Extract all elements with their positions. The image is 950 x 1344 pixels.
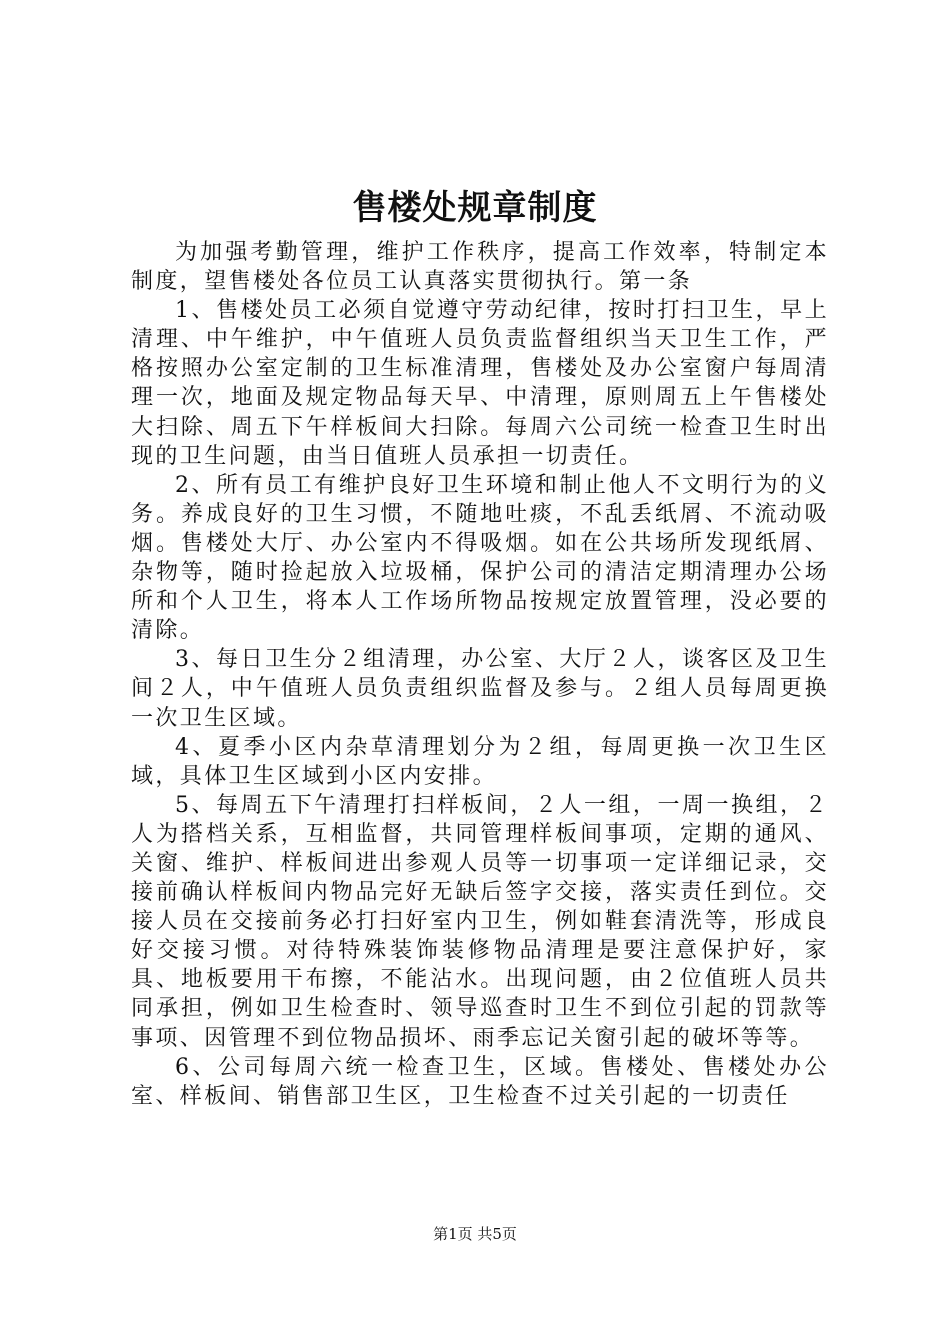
document-body: [131, 238, 829, 1111]
rule-paragraph-1: 1、售楼处员工必须自觉遵守劳动纪律，按时打扫卫生，早上清理、中午维护，中午值班人员负责监督组织当天卫生工作，严格按照办公室定制的卫生标准清理，售楼处及办公室窗户每周清理一次，地面及规定物品每天早、中清理，原则周五上午售楼处大扫除、周五下午样板间大扫除。每周六公司统一检查卫生时出现的卫生问题，由当日值班人员承担一切责任。: [131, 298, 829, 469]
intro-paragraph: 为加强考勤管理，维护工作秩序，提高工作效率，特制定本制度，望售楼处各位员工认真落实贯彻执行。第一条: [131, 240, 829, 295]
rule-paragraph-3: 3、每日卫生分２组清理，办公室、大厅２人，谈客区及卫生间２人，中午值班人员负责组织监督及参与。２组人员每周更换一次卫生区域。: [131, 647, 829, 731]
rule-paragraph-2: 2、所有员工有维护良好卫生环境和制止他人不文明行为的义务。养成良好的卫生习惯，不随地吐痰，不乱丢纸屑、不流动吸烟。售楼处大厅、办公室内不得吸烟。如在公共场所发现纸屑、杂物等，随时捡起放入垃圾桶，保护公司的清洁定期清理办公场所和个人卫生，将本人工作场所物品按规定放置管理，没必要的清除。: [131, 472, 829, 644]
page-footer: 第1页 共5页: [433, 1225, 517, 1243]
rule-paragraph-4: 4、夏季小区内杂草清理划分为２组，每周更换一次卫生区域，具体卫生区域到小区内安排。: [131, 734, 829, 789]
rule-paragraph-5: 5、每周五下午清理打扫样板间，２人一组，一周一换组，２人为搭档关系，互相监督，共同管理样板间事项，定期的通风、关窗、维护、样板间进出参观人员等一切事项一定详细记录，交接前确认样板间内物品完好无缺后签字交接，落实责任到位。交接人员在交接前务必打扫好室内卫生，例如鞋套清洗等，形成良好交接习惯。对待特殊装饰装修物品清理是要注意保护好，家具、地板要用干布擦，不能沾水。出现问题，由２位值班人员共同承担，例如卫生检查时、领导巡查时卫生不到位引起的罚款等事项、因管理不到位物品损坏、雨季忘记关窗引起的破坏等等。: [131, 792, 829, 1051]
rule-paragraph-6: 6、公司每周六统一检查卫生，区域。售楼处、售楼处办公室、样板间、销售部卫生区，卫生检查不过关引起的一切责任: [131, 1054, 829, 1109]
document-title: 售楼处规章制度: [352, 188, 598, 228]
